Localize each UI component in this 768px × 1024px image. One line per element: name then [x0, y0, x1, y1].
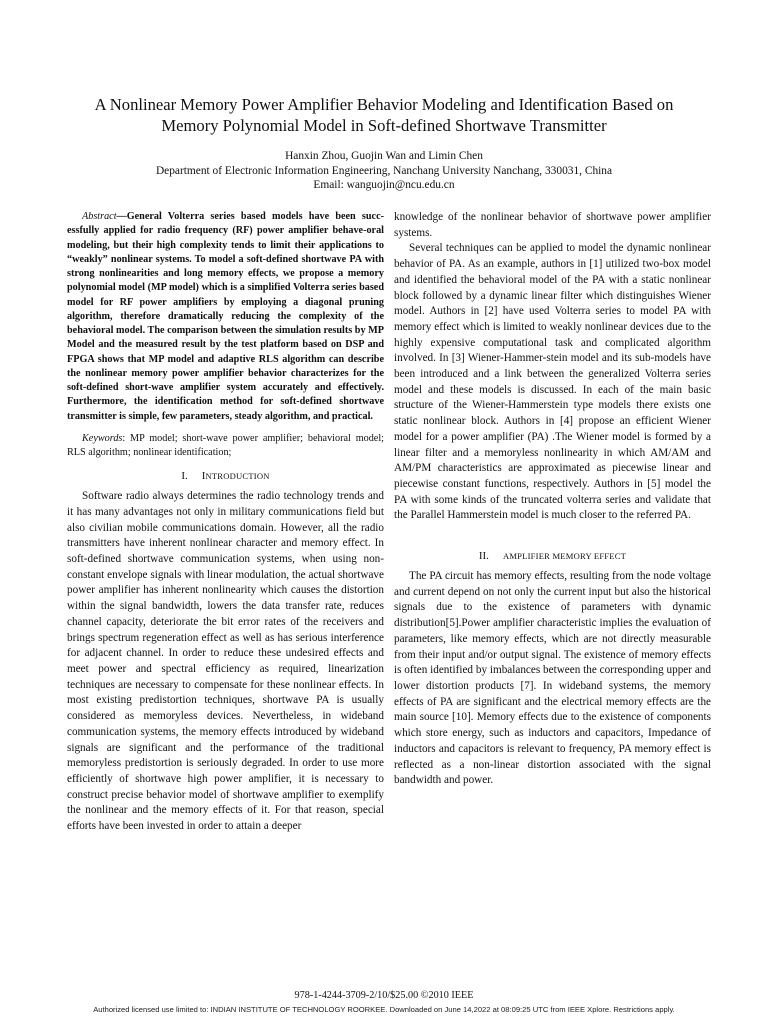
- abstract-label: Abstract: [82, 211, 117, 222]
- memory-effect-paragraph: The PA circuit has memory effects, resulting from the node voltage and current depend on not only the current input but also the historical signals due to the existence of parameters with dynamic distribution[5].Power amplifier characteristic implies the evaluation of parameters, like memory effects, which are not directly measurable from their input and/or output signal. The existence of memory effects is often identified by imbalances between the corresponding upper and lower distortion products [7]. In wideband systems, the memory effects of PA are significant and the electrical memory effects are the main source [10]. Memory effects due to the existence of components which store energy, such as inductors and capacitors, Impedance of inductors and capacitors is relevant to frequency, PA memory effect is reflected as a non-linear distortion associated with the signal bandwidth and power.: [394, 570, 711, 787]
- keywords: [67, 432, 384, 461]
- section-heading-introduction: [67, 469, 384, 483]
- author-names: Hanxin Zhou, Guojin Wan and Limin Chen: [285, 150, 483, 162]
- section-title-initial: I: [201, 470, 206, 483]
- keywords-text: : MP model; short-wave power amplifier; behavioral model; RLS algorithm; nonlinear identification;: [67, 432, 384, 458]
- license-notice: Authorized licensed use limited to: INDIAN INSTITUTE OF TECHNOLOGY ROORKEE. Downloaded on June 14,2022 at 08:09:25 UTC from IEEE Xplore. Restrictions apply.: [93, 1005, 675, 1014]
- abstract: [67, 210, 384, 424]
- right-column: [394, 210, 711, 789]
- section-spacer: [394, 524, 711, 540]
- paper-title: [40, 94, 728, 136]
- section-heading-memory-effect: [394, 549, 711, 563]
- section-number: II.: [478, 550, 489, 563]
- left-column: [67, 210, 384, 835]
- intro-paragraph-2: Several techniques can be applied to model the dynamic nonlinear behavior of PA. As an example, authors in [1] utilized two-box model and identified the behavioral model of the PA with a static nonlinear block followed by a dynamic linear filter which distinguishes Wiener model. Authors in [2] have used Volterra series to model PA with memory effect which is limited to weakly nonlinear devices due to the highly expensive computational task and complicated algorithm involved. In [3] Wiener-Hammer-stein model and its sub-models have been introduced and a link between the generalized Volterra series model and these models is discussed. In each of the main basic structure of the Wiener-Hammerstein type models there exists one static nonlinear block. Authors in [4] propose an efficient Wiener model for a power amplifier (PA) .The Wiener model is formed by a linear filter and a memoryless nonlinearity in which AM/AM and AM/PM characteristics are approximated as piecewise linear and piecewise constant functions, respectively. Authors in [5] model the PA with some kinds of the truncated volterra series and validate that the Parallel Hammerstein model is much closer to the referred PA.: [394, 242, 711, 522]
- intro-paragraph-1-continued: knowledge of the nonlinear behavior of shortwave power amplifier systems.: [394, 211, 711, 239]
- section-title: AMPLIFIER MEMORY EFFECT: [502, 551, 627, 562]
- section-number: I.: [181, 470, 188, 483]
- section-title-rest: NTRODUCTION: [205, 471, 270, 482]
- affiliation: Department of Electronic Information Engineering, Nanchang University Nanchang, 330031, China: [155, 164, 613, 177]
- keywords-label: Keywords: [82, 432, 123, 444]
- title-line-1: A Nonlinear Memory Power Amplifier Behavior Modeling and Identification Based on: [94, 95, 674, 114]
- email: Email: wanguojin@ncu.edu.cn: [313, 179, 455, 191]
- author-block: [40, 149, 728, 193]
- intro-paragraph-1: Software radio always determines the radio technology trends and it has many advantages not only in military communications field but also civilian mobile communications domain. However, all the radio transmitters have inherent nonlinear character and memory effect. In soft-defined shortwave communication systems, when using non-constant envelope signals with linear modulation, the actual shortwave power amplifier has inherent nonlinearity which causes the distortion within the signal bandwidth, lowers the data transfer rate, reduces channel capacity, deteriorate the bit error rates of the receivers and brings spectrum regeneration effect as well as has serious interference for adjacent channel. In order to reduce these undesired effects and meet power and spectral efficiency as required, linearization techniques are necessary to compensate for these nonlinear effects. In most existing predistortion techniques, shortwave PA is usually considered as memoryless devices. Nevertheless, in wideband communication systems, the memory effects introduced by wideband signals are significant and the performance of the traditional memoryless predistortion is seriously degraded. In order to use more efficiently of shortwave high power amplifier, it is necessary to construct precise behavior model of shortwave amplifier to exemplify the nonlinear and the memory effects of it. For that reason, special efforts have been invested in order to attain a deeper: [67, 490, 384, 833]
- title-line-2: Memory Polynomial Model in Soft-defined Shortwave Transmitter: [161, 116, 607, 135]
- abstract-text: —General Volterra series based models have been succ-essfully applied for radio frequency (RF) power amplifier behave-oral modeling, but their high complexity tends to limit their applications to “weakly” nonlinear systems. To model a soft-defined shortwave PA with strong nonlinearities and long memory effects, we propose a memory polynomial model (MP model) which is a simplified Volterra series based model for RF power amplifiers by employing a diagonal pruning algorithm, therefore dramatically reducing the complexity of the behavioral model. The comparison between the simulation results by MP Model and the measured result by the test platform based on DSP and FPGA shows that MP model and adaptive RLS algorithm can describe the nonlinear memory power amplifier behavior characterizes for the soft-defined short-wave amplifier system accurately and effectively. Furthermore, the identification method for soft-defined shortwave transmitter is simple, few parameters, steady algorithm, and practical.: [67, 211, 384, 422]
- copyright-line: 978-1-4244-3709-2/10/$25.00 ©2010 IEEE: [294, 990, 474, 1001]
